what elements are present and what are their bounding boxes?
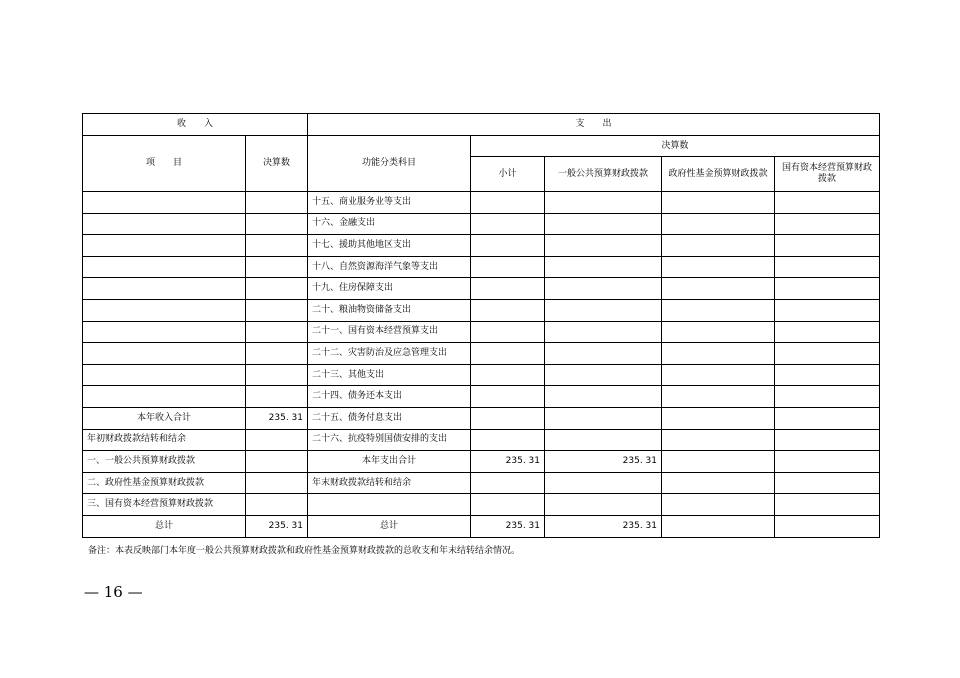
general-public-cell: 235. 31 [545, 515, 662, 537]
function-category-cell [308, 494, 471, 516]
table-row [83, 429, 880, 451]
table-row [83, 278, 880, 300]
table-note: 备注：本表反映部门本年度一般公共预算财政拨款和政府性基金预算财政拨款的总收支和年末结转结余情况。 [88, 546, 521, 556]
item-header: 项 目 [83, 136, 246, 192]
income-item-cell: 一、一般公共预算财政拨款 [83, 451, 246, 473]
subtotal-cell [471, 235, 545, 257]
general-public-cell [545, 321, 662, 343]
gov-fund-cell [662, 451, 775, 473]
income-amount-cell [246, 299, 308, 321]
gov-fund-cell [662, 515, 775, 537]
state-capital-cell [775, 407, 880, 429]
subtotal-cell [471, 321, 545, 343]
income-item-cell [83, 386, 246, 408]
function-category-cell: 二十一、国有资本经营预算支出 [308, 321, 471, 343]
subtotal-cell [471, 256, 545, 278]
gov-fund-cell [662, 472, 775, 494]
income-item-cell [83, 364, 246, 386]
subtotal-cell [471, 278, 545, 300]
table-row [83, 515, 880, 537]
general-public-cell [545, 472, 662, 494]
general-public-cell [545, 256, 662, 278]
income-header: 收 入 [83, 114, 308, 136]
expense-header: 支 出 [308, 114, 880, 136]
state-capital-cell [775, 256, 880, 278]
income-amount-cell [246, 364, 308, 386]
state-capital-cell [775, 213, 880, 235]
income-settlement-header: 决算数 [246, 136, 308, 192]
general-public-cell [545, 213, 662, 235]
gov-fund-cell [662, 235, 775, 257]
subtotal-cell [471, 429, 545, 451]
function-category-cell: 十八、自然资源海洋气象等支出 [308, 256, 471, 278]
income-amount-cell [246, 494, 308, 516]
state-capital-cell [775, 321, 880, 343]
subtotal-cell [471, 386, 545, 408]
subtotal-cell [471, 364, 545, 386]
table-row [83, 256, 880, 278]
income-amount-cell [246, 472, 308, 494]
function-category-cell: 十六、金融支出 [308, 213, 471, 235]
gov-fund-cell [662, 429, 775, 451]
state-capital-header: 国有资本经营预算财政拨款 [775, 157, 880, 192]
income-item-cell: 三、国有资本经营预算财政拨款 [83, 494, 246, 516]
table-row [83, 472, 880, 494]
income-item-cell [83, 278, 246, 300]
page-number: — 16 — [84, 583, 143, 601]
state-capital-cell [775, 451, 880, 473]
general-public-cell [545, 235, 662, 257]
subtotal-cell [471, 213, 545, 235]
function-category-cell: 总计 [308, 515, 471, 537]
state-capital-cell [775, 429, 880, 451]
general-public-cell [545, 299, 662, 321]
income-item-cell: 本年收入合计 [83, 407, 246, 429]
subtotal-cell [471, 343, 545, 365]
gov-fund-cell [662, 278, 775, 300]
table-row [83, 386, 880, 408]
gov-fund-header: 政府性基金预算财政拨款 [662, 157, 775, 192]
state-capital-cell [775, 386, 880, 408]
state-capital-cell [775, 515, 880, 537]
function-category-cell: 本年支出合计 [308, 451, 471, 473]
gov-fund-cell [662, 364, 775, 386]
state-capital-cell [775, 364, 880, 386]
income-amount-cell [246, 429, 308, 451]
income-item-cell: 总计 [83, 515, 246, 537]
income-amount-cell [246, 278, 308, 300]
function-category-cell: 十九、住房保障支出 [308, 278, 471, 300]
state-capital-cell [775, 278, 880, 300]
subtotal-cell: 235. 31 [471, 515, 545, 537]
general-public-cell [545, 278, 662, 300]
subtotal-cell [471, 192, 545, 214]
table-row [83, 192, 880, 214]
gov-fund-cell [662, 343, 775, 365]
state-capital-cell [775, 472, 880, 494]
income-amount-cell [246, 386, 308, 408]
income-amount-cell: 235. 31 [246, 407, 308, 429]
general-public-cell [545, 364, 662, 386]
income-item-cell [83, 235, 246, 257]
table-row [83, 451, 880, 473]
general-public-cell [545, 407, 662, 429]
gov-fund-cell [662, 192, 775, 214]
table-row [83, 494, 880, 516]
state-capital-cell [775, 494, 880, 516]
function-category-cell: 二十五、债务付息支出 [308, 407, 471, 429]
table-row [83, 343, 880, 365]
income-item-cell [83, 321, 246, 343]
gov-fund-cell [662, 256, 775, 278]
subtotal-header: 小计 [471, 157, 545, 192]
general-public-header: 一般公共预算财政拨款 [545, 157, 662, 192]
table-row [83, 364, 880, 386]
state-capital-cell [775, 343, 880, 365]
function-category-cell: 二十六、抗疫特别国债安排的支出 [308, 429, 471, 451]
income-amount-cell [246, 451, 308, 473]
settlement-group-header: 决算数 [471, 136, 880, 157]
income-item-cell [83, 192, 246, 214]
function-category-cell: 年末财政拨款结转和结余 [308, 472, 471, 494]
function-category-cell: 二十三、其他支出 [308, 364, 471, 386]
gov-fund-cell [662, 213, 775, 235]
income-amount-cell [246, 213, 308, 235]
income-amount-cell [246, 343, 308, 365]
income-amount-cell [246, 235, 308, 257]
general-public-cell [545, 429, 662, 451]
income-amount-cell [246, 321, 308, 343]
income-amount-cell [246, 192, 308, 214]
general-public-cell [545, 343, 662, 365]
subtotal-cell [471, 494, 545, 516]
income-item-cell [83, 299, 246, 321]
general-public-cell [545, 192, 662, 214]
subtotal-cell [471, 407, 545, 429]
table-row [83, 299, 880, 321]
gov-fund-cell [662, 407, 775, 429]
state-capital-cell [775, 299, 880, 321]
gov-fund-cell [662, 494, 775, 516]
function-category-cell: 二十二、灾害防治及应急管理支出 [308, 343, 471, 365]
income-item-cell: 年初财政拨款结转和结余 [83, 429, 246, 451]
table-row [83, 407, 880, 429]
subtotal-cell: 235. 31 [471, 451, 545, 473]
general-public-cell [545, 494, 662, 516]
table-row [83, 235, 880, 257]
gov-fund-cell [662, 321, 775, 343]
income-item-cell: 二、政府性基金预算财政拨款 [83, 472, 246, 494]
general-public-cell [545, 386, 662, 408]
table-row [83, 321, 880, 343]
function-category-header: 功能分类科目 [308, 136, 471, 192]
fiscal-allocation-table [82, 113, 880, 538]
subtotal-cell [471, 472, 545, 494]
function-category-cell: 十七、援助其他地区支出 [308, 235, 471, 257]
state-capital-cell [775, 235, 880, 257]
table-row [83, 213, 880, 235]
income-item-cell [83, 343, 246, 365]
function-category-cell: 二十四、债务还本支出 [308, 386, 471, 408]
income-amount-cell [246, 256, 308, 278]
general-public-cell: 235. 31 [545, 451, 662, 473]
state-capital-cell [775, 192, 880, 214]
income-amount-cell: 235. 31 [246, 515, 308, 537]
function-category-cell: 十五、商业服务业等支出 [308, 192, 471, 214]
function-category-cell: 二十、粮油物资储备支出 [308, 299, 471, 321]
gov-fund-cell [662, 386, 775, 408]
income-item-cell [83, 213, 246, 235]
gov-fund-cell [662, 299, 775, 321]
income-item-cell [83, 256, 246, 278]
subtotal-cell [471, 299, 545, 321]
